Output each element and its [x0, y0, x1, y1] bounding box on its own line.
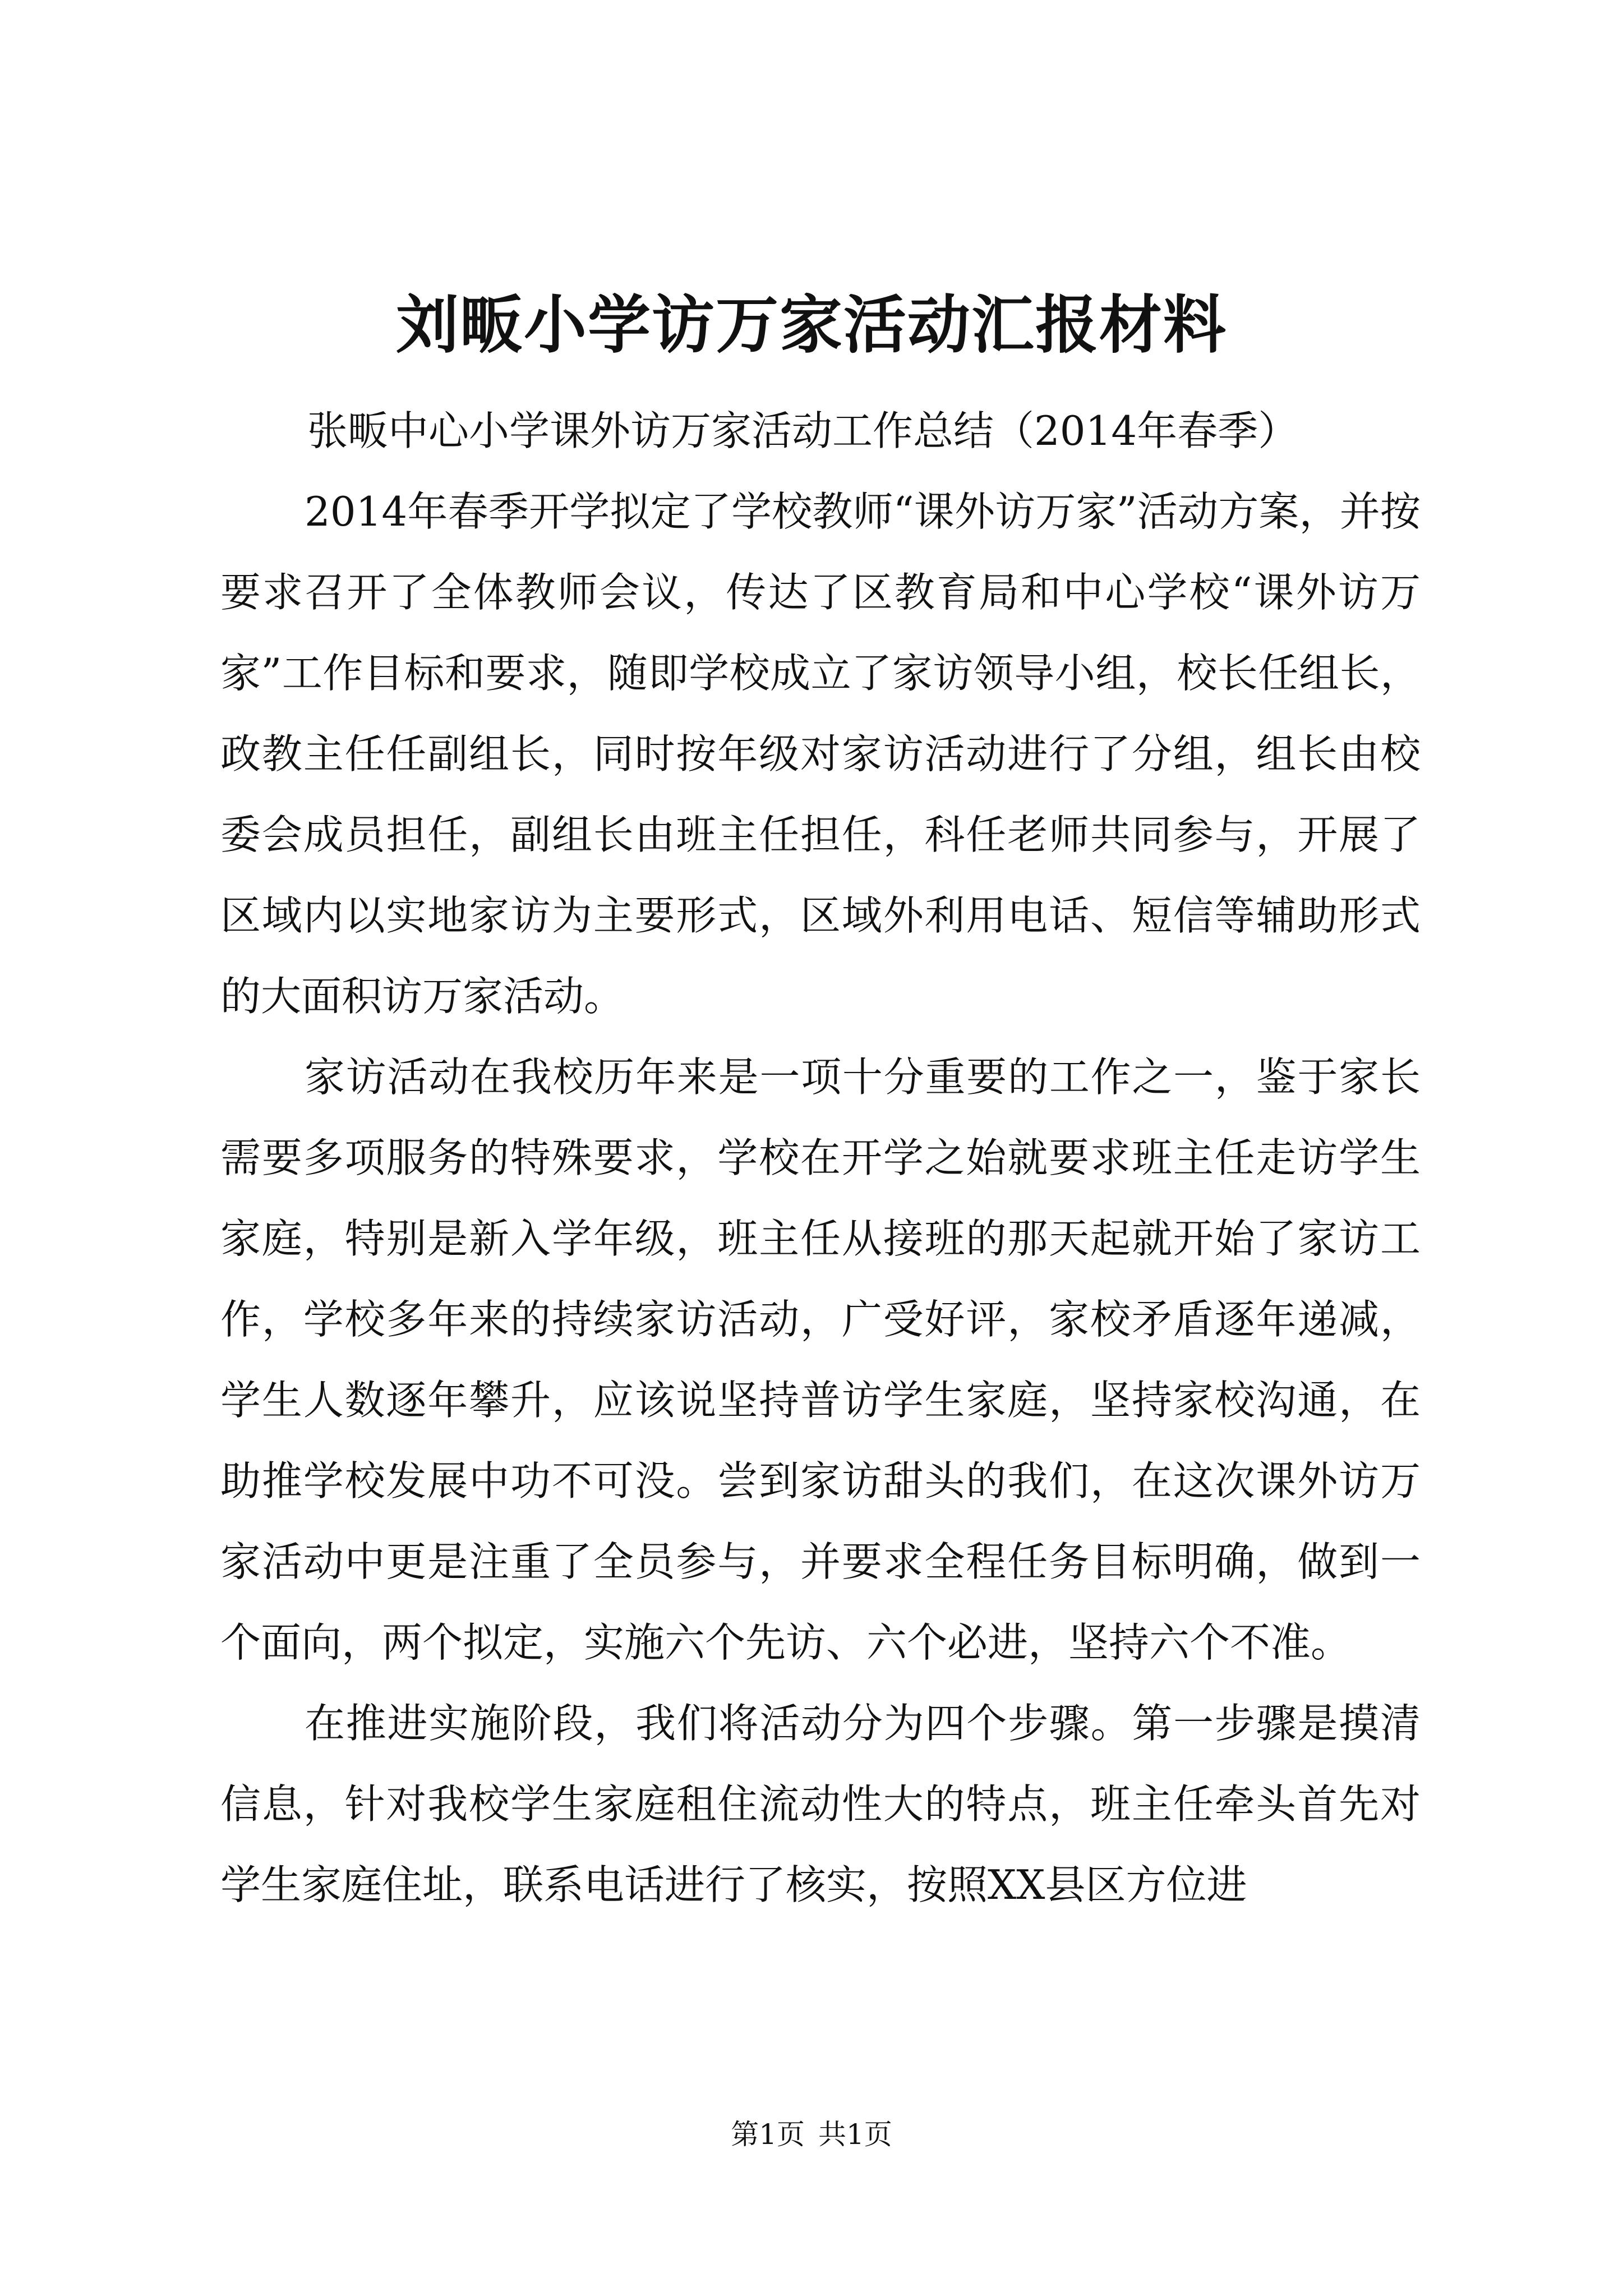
document-body	[220, 390, 1421, 1925]
paragraph-2: 家访活动在我校历年来是一项十分重要的工作之一，鉴于家长需要多项服务的特殊要求，学校在开学之始就要求班主任走访学生家庭，特别是新入学年级，班主任从接班的那天起就开始了家访工作，学校多年来的持续家访活动，广受好评，家校矛盾逐年递减，学生人数逐年攀升，应该说坚持普访学生家庭，坚持家校沟通，在助推学校发展中功不可没。尝到家访甜头的我们，在这次课外访万家活动中更是注重了全员参与，并要求全程任务目标明确，做到一个面向，两个拟定，实施六个先访、六个必进，坚持六个不准。	[220, 1053, 1421, 1666]
document-subtitle: 张畈中心小学课外访万家活动工作总结（2014年春季）	[307, 407, 1299, 454]
page-footer: 第1页 共1页	[731, 2118, 892, 2151]
document-title: 刘畈小学访万家活动汇报材料	[396, 288, 1227, 362]
paragraph-1: 2014年春季开学拟定了学校教师“课外访万家”活动方案，并按要求召开了全体教师会议，传达了区教育局和中心学校“课外访万家”工作目标和要求，随即学校成立了家访领导小组，校长任组长，政教主任任副组长，同时按年级对家访活动进行了分组，组长由校委会成员担任，副组长由班主任担任，科任老师共同参与，开展了区域内以实地家访为主要形式，区域外利用电话、短信等辅助形式的大面积访万家活动。	[220, 488, 1421, 1020]
paragraph-3: 在推进实施阶段，我们将活动分为四个步骤。第一步骤是摸清信息，针对我校学生家庭租住流动性大的特点，班主任牵头首先对学生家庭住址，联系电话进行了核实，按照XX县区方位进	[220, 1700, 1421, 1908]
